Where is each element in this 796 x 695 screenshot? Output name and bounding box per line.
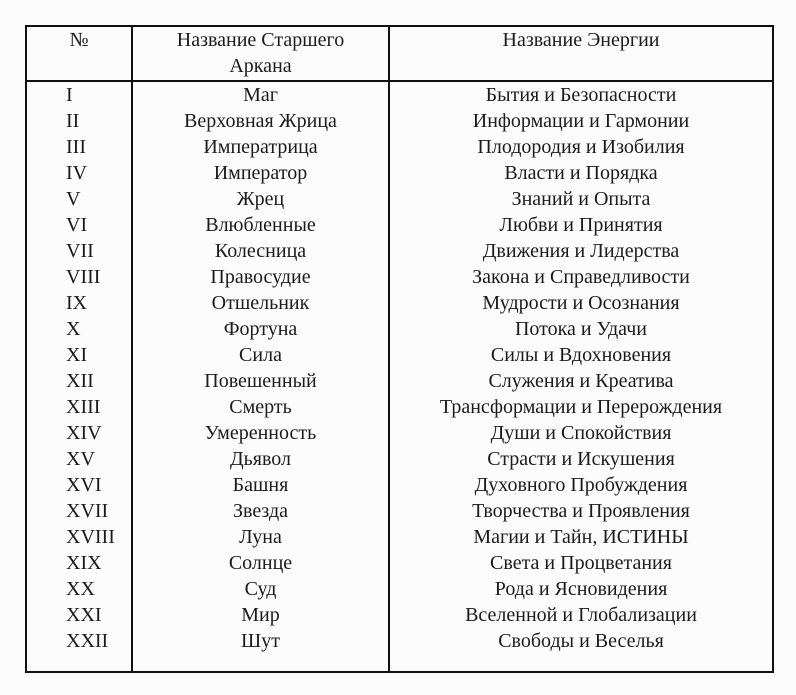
table-row xyxy=(26,576,773,602)
header-arcana-name: Название Старшего Аркана xyxy=(132,26,389,81)
row-energy-name: Власти и Порядка xyxy=(504,162,658,184)
spacer-row xyxy=(26,654,773,672)
row-energy-name: Информации и Гармонии xyxy=(472,110,690,132)
row-number: XVIII xyxy=(26,524,132,550)
table-row xyxy=(26,108,773,134)
row-energy-name: Плодородия и Изобилия xyxy=(477,136,685,158)
row-energy-name: Потока и Удачи xyxy=(514,318,648,340)
row-energy-name: Рода и Ясновидения xyxy=(494,578,668,600)
row-number: XIII xyxy=(26,394,132,420)
row-arcana-name: Суд xyxy=(132,576,389,602)
row-arcana-name: Колесница xyxy=(132,238,389,264)
row-arcana-name: Дьявол xyxy=(132,446,389,472)
row-arcana-name: Шут xyxy=(132,628,389,654)
row-number: XIX xyxy=(26,550,132,576)
row-arcana-name: Звезда xyxy=(132,498,389,524)
table-row xyxy=(26,81,773,108)
row-energy-name: Знаний и Опыта xyxy=(511,188,651,210)
row-energy-name: Закона и Справедливости xyxy=(472,266,690,288)
row-arcana-name: Фортуна xyxy=(132,316,389,342)
row-arcana-name: Маг xyxy=(132,81,389,108)
row-energy-name: Творчества и Проявления xyxy=(472,500,690,522)
row-number: XVI xyxy=(26,472,132,498)
row-arcana-name: Верховная Жрица xyxy=(132,108,389,134)
row-arcana-name: Императрица xyxy=(132,134,389,160)
table-row xyxy=(26,368,773,394)
row-number: XXII xyxy=(26,628,132,654)
row-number: VI xyxy=(26,212,132,238)
row-number: II xyxy=(26,108,132,134)
header-energy-name: Название Энергии xyxy=(389,26,773,81)
table-footer-spacer xyxy=(26,654,773,672)
row-energy-name: Бытия и Безопасности xyxy=(485,84,677,106)
row-number: V xyxy=(26,186,132,212)
row-arcana-name: Умеренность xyxy=(132,420,389,446)
table-row xyxy=(26,238,773,264)
table-body xyxy=(26,81,773,654)
table-row xyxy=(26,420,773,446)
table-row xyxy=(26,550,773,576)
table-row xyxy=(26,472,773,498)
row-energy-name: Души и Спокойствия xyxy=(490,422,672,444)
row-number: VII xyxy=(26,238,132,264)
row-number: XX xyxy=(26,576,132,602)
table-row xyxy=(26,524,773,550)
row-arcana-name: Сила xyxy=(132,342,389,368)
row-arcana-name: Правосудие xyxy=(132,264,389,290)
row-number: IV xyxy=(26,160,132,186)
table-header xyxy=(26,26,773,81)
row-number: IX xyxy=(26,290,132,316)
arcana-energies-table xyxy=(25,25,774,673)
table-row xyxy=(26,316,773,342)
row-energy-name: Света и Процветания xyxy=(490,552,672,574)
row-energy-name: Вселенной и Глобализации xyxy=(465,604,697,626)
table-row xyxy=(26,290,773,316)
header-number: № xyxy=(26,26,132,81)
table-row xyxy=(26,446,773,472)
table-row xyxy=(26,186,773,212)
row-number: XI xyxy=(26,342,132,368)
row-arcana-name: Мир xyxy=(132,602,389,628)
row-energy-name: Магии и Тайн, ИСТИНЫ xyxy=(473,526,689,548)
row-number: XXI xyxy=(26,602,132,628)
row-energy-name: Любви и Принятия xyxy=(499,214,663,236)
table-row xyxy=(26,160,773,186)
row-energy-name: Страсти и Искушения xyxy=(487,448,675,470)
table-row xyxy=(26,498,773,524)
table xyxy=(25,25,774,673)
row-energy-name: Силы и Вдохновения xyxy=(490,344,672,366)
table-row xyxy=(26,212,773,238)
table-row xyxy=(26,628,773,654)
row-energy-name: Свободы и Веселья xyxy=(498,630,664,652)
row-number: XVII xyxy=(26,498,132,524)
table-row xyxy=(26,342,773,368)
row-arcana-name: Отшельник xyxy=(132,290,389,316)
row-energy-name: Духовного Пробуждения xyxy=(474,474,688,496)
row-arcana-name: Император xyxy=(132,160,389,186)
row-arcana-name: Повешенный xyxy=(132,368,389,394)
row-energy-name: Трансформации и Перерождения xyxy=(439,396,723,418)
table-row xyxy=(26,264,773,290)
row-arcana-name: Влюбленные xyxy=(132,212,389,238)
row-number: I xyxy=(26,81,132,108)
row-number: XV xyxy=(26,446,132,472)
row-arcana-name: Жрец xyxy=(132,186,389,212)
row-arcana-name: Луна xyxy=(132,524,389,550)
table-row xyxy=(26,394,773,420)
row-arcana-name: Башня xyxy=(132,472,389,498)
table-row xyxy=(26,134,773,160)
row-energy-name: Движения и Лидерства xyxy=(482,240,680,262)
row-number: XIV xyxy=(26,420,132,446)
header-row xyxy=(26,26,773,81)
row-number: X xyxy=(26,316,132,342)
row-arcana-name: Солнце xyxy=(132,550,389,576)
row-energy-name: Мудрости и Осознания xyxy=(482,292,680,314)
row-number: XII xyxy=(26,368,132,394)
row-number: VIII xyxy=(26,264,132,290)
row-energy-name: Служения и Креатива xyxy=(488,370,674,392)
row-number: III xyxy=(26,134,132,160)
row-arcana-name: Смерть xyxy=(132,394,389,420)
table-row xyxy=(26,602,773,628)
